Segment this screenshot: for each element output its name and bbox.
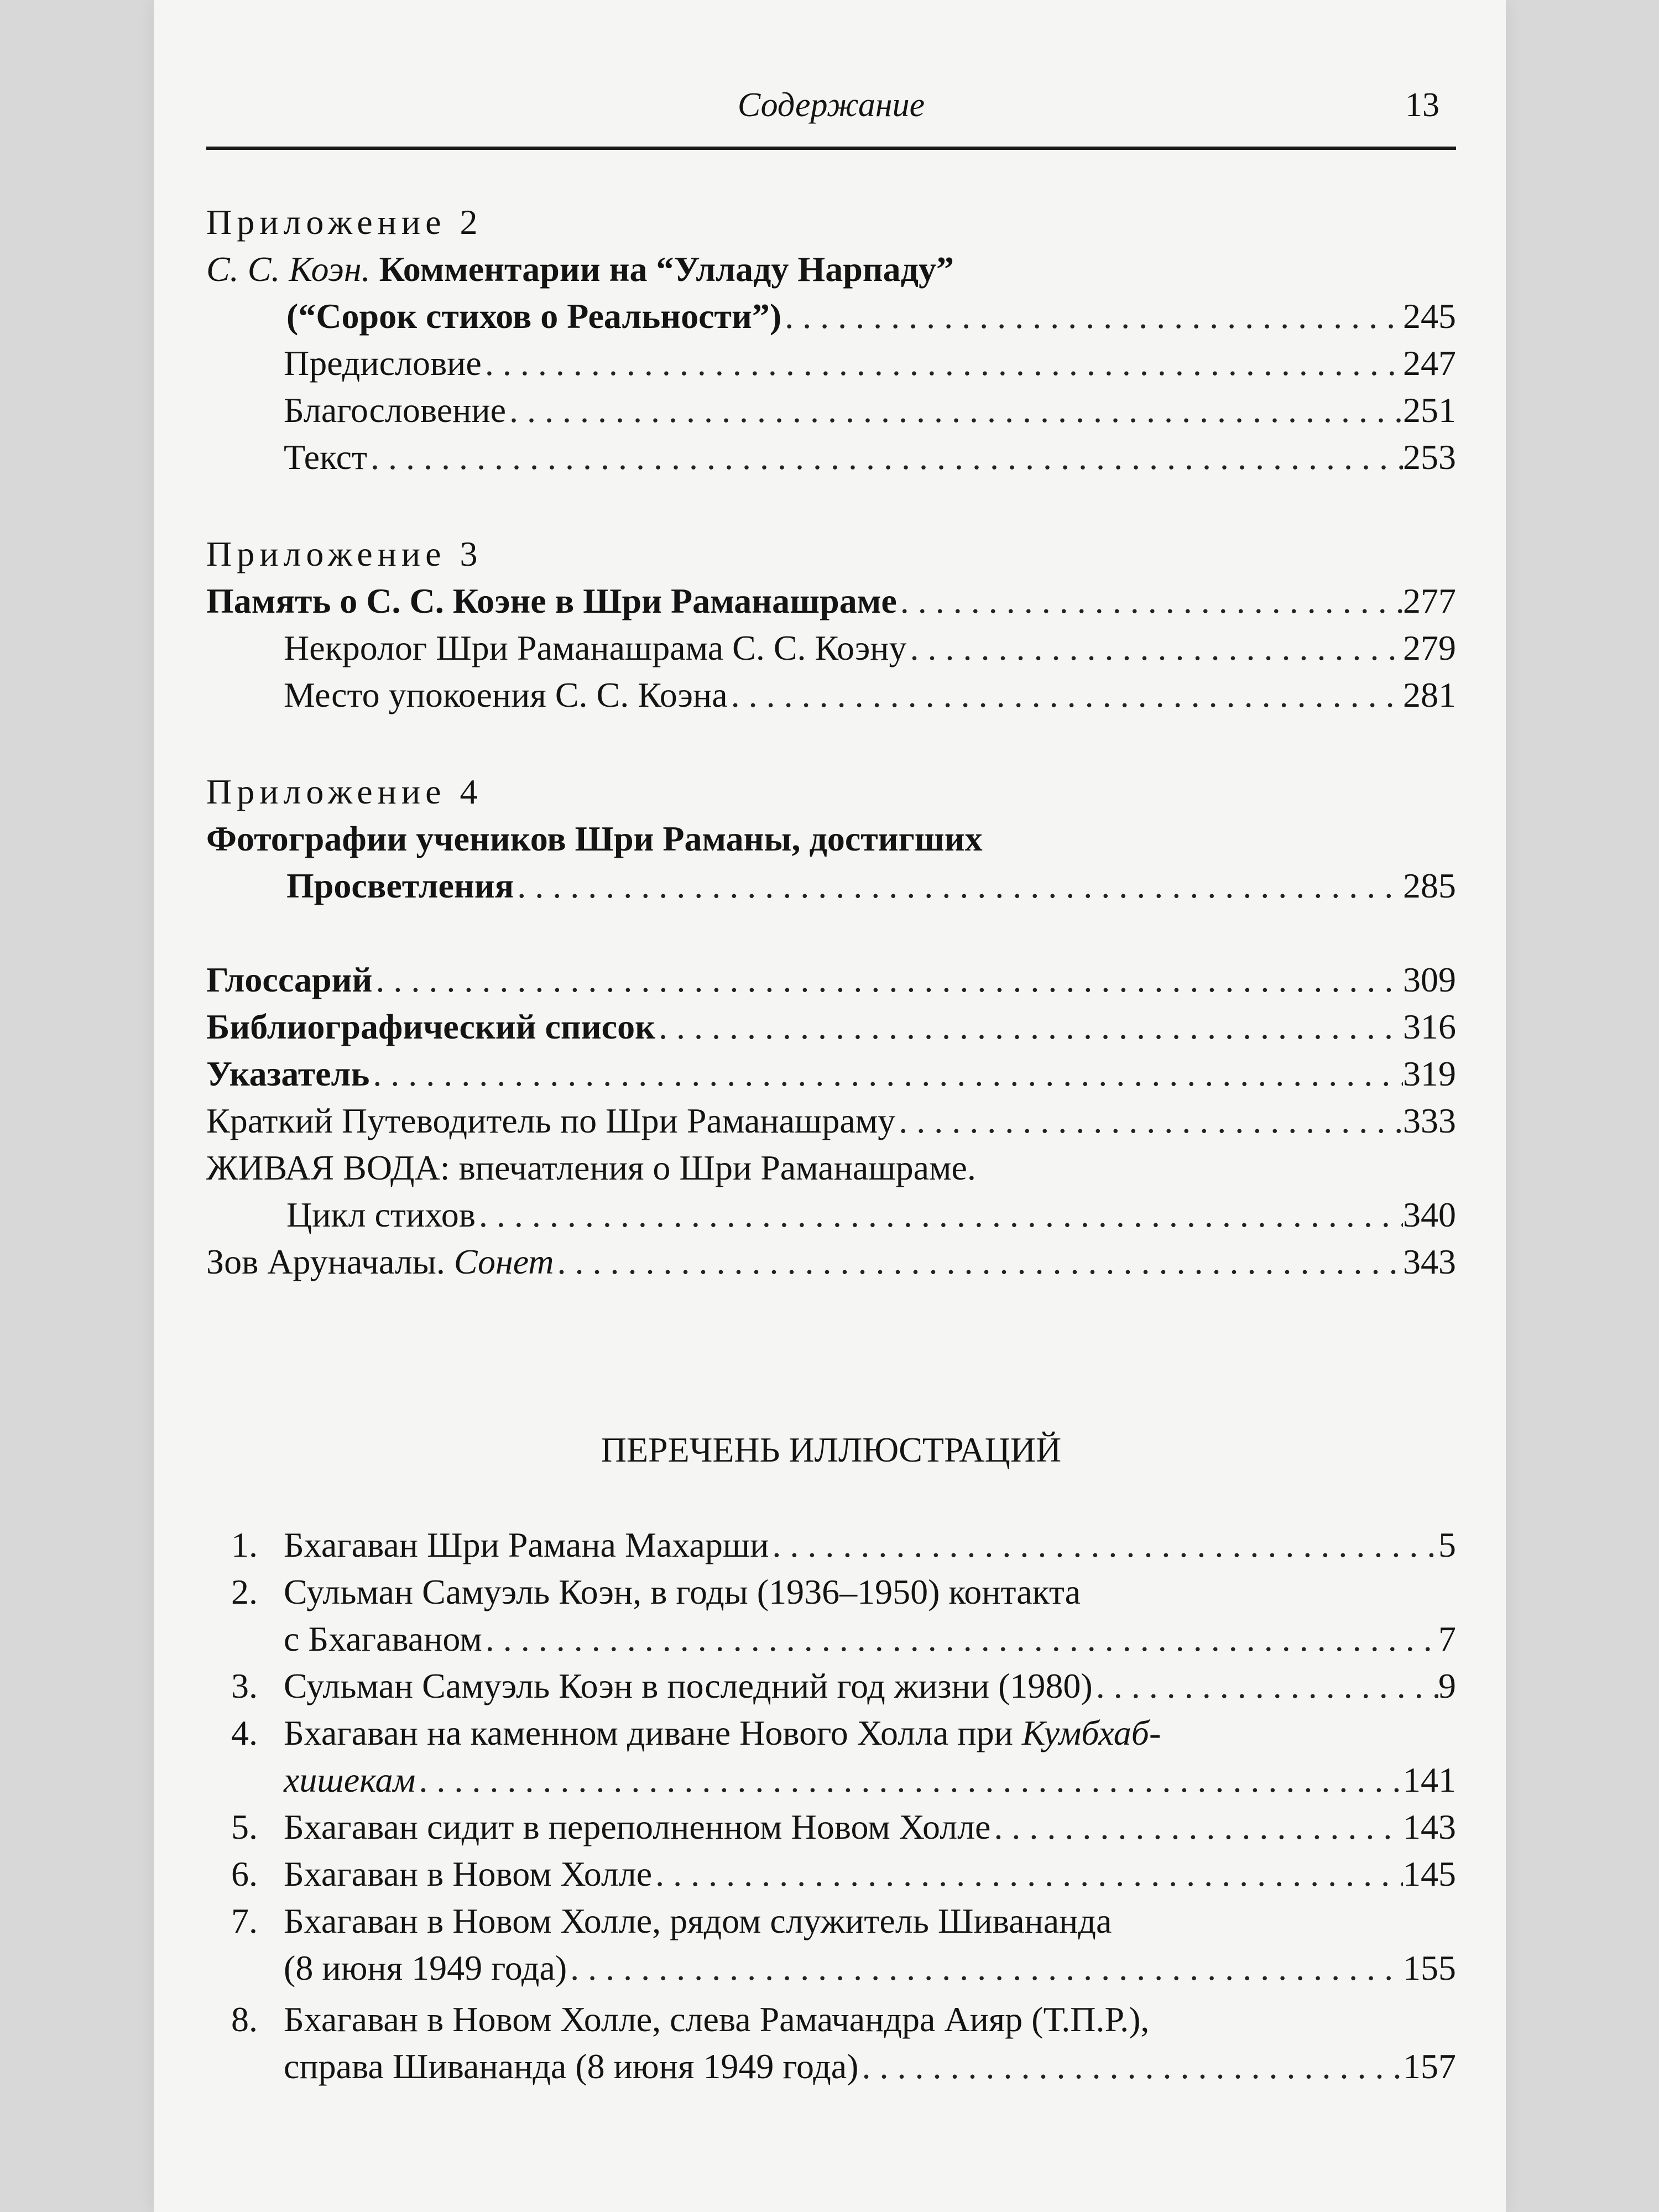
appendix-2-title-line2: (“Сорок стихов о Реальности”) . . . 245 — [286, 293, 1456, 340]
page-ref: 279 — [1403, 628, 1456, 667]
page-ref: 7 — [1438, 1619, 1456, 1658]
appendix-2-title-line1 — [206, 246, 954, 293]
illustration-number: 4. — [231, 1713, 258, 1752]
toc-entry: Указатель . . . 319 — [206, 1051, 1456, 1097]
illustration-entry-line1: Бхагаван в Новом Холле, рядом служитель Шивананда — [284, 1901, 1112, 1940]
page-ref: 316 — [1403, 1007, 1456, 1046]
page-ref: 9 — [1438, 1666, 1456, 1705]
illustration-entry: Бхагаван в Новом Холле . . . 145 — [284, 1851, 1456, 1897]
page-ref: 319 — [1403, 1054, 1456, 1093]
toc-entry: Глоссарий . . . 309 — [206, 957, 1456, 1003]
toc-entry: Место упокоения С. С. Коэна . . . 281 — [284, 672, 1456, 718]
book-page — [154, 0, 1506, 2212]
appendix-4-title-line1: Фотографии учеников Шри Раманы, достигших — [206, 819, 983, 858]
appendix-4-title-line2: Просветления . . . 285 — [286, 863, 1456, 909]
page-ref: 333 — [1403, 1101, 1456, 1140]
page-ref: 251 — [1403, 390, 1456, 430]
toc-entry: Зов Аруначалы. Сонет . . . 343 — [206, 1239, 1456, 1285]
illustration-number: 1. — [231, 1525, 258, 1564]
illustration-number: 6. — [231, 1854, 258, 1893]
illustration-number: 5. — [231, 1807, 258, 1846]
running-title: Содержание — [737, 86, 925, 124]
appendix-3-heading: Приложение 3 — [206, 534, 483, 573]
illustration-number: 3. — [231, 1666, 258, 1705]
header-rule — [206, 147, 1456, 150]
illustration-entry: Бхагаван сидит в переполненном Новом Холле . . . 143 — [284, 1804, 1456, 1850]
illustration-entry: Бхагаван Шри Рамана Махарши . . . 5 — [284, 1522, 1456, 1568]
illustrations-title: ПЕРЕЧЕНЬ ИЛЛЮСТРАЦИЙ — [601, 1430, 1062, 1469]
page-ref: 141 — [1403, 1760, 1456, 1799]
illustration-entry: справа Шивананда (8 июня 1949 года) . . . 157 — [284, 2043, 1456, 2090]
page-ref: 5 — [1438, 1525, 1456, 1564]
living-water-line1: ЖИВАЯ ВОДА: впечатления о Шри Раманашраме. — [206, 1148, 976, 1187]
page-ref: 157 — [1403, 2047, 1456, 2086]
toc-entry: Благословение . . . 251 — [284, 387, 1456, 434]
illustration-number: 8. — [231, 2000, 258, 2039]
toc-entry: Предисловие . . . 247 — [284, 340, 1456, 387]
toc-entry: Библиографический список . . . 316 — [206, 1004, 1456, 1050]
page-ref: 245 — [1403, 296, 1456, 336]
page-ref: 285 — [1403, 866, 1456, 905]
appendix-2-author: С. С. Коэн. — [206, 249, 371, 289]
illustration-entry-line1: Бхагаван в Новом Холле, слева Рамачандра Аияр (Т.П.Р.), — [284, 2000, 1150, 2039]
page-ref: 253 — [1403, 437, 1456, 477]
toc-entry: Краткий Путеводитель по Шри Раманашраму . . . 333 — [206, 1098, 1456, 1144]
page-ref: 277 — [1403, 581, 1456, 620]
toc-entry: Текст . . . 253 — [284, 434, 1456, 481]
illustration-entry-line1: Бхагаван на каменном диване Нового Холла при Кумбхаб- — [284, 1713, 1161, 1752]
page-ref: 145 — [1403, 1854, 1456, 1893]
illustration-entry: Сульман Самуэль Коэн в последний год жизни (1980) . . . 9 — [284, 1663, 1456, 1709]
page-ref: 143 — [1403, 1807, 1456, 1846]
appendix-4-heading: Приложение 4 — [206, 772, 483, 811]
illustration-number: 7. — [231, 1901, 258, 1940]
page-ref: 343 — [1403, 1242, 1456, 1281]
illustration-number: 2. — [231, 1572, 258, 1611]
page-ref: 309 — [1403, 960, 1456, 999]
living-water-line2: Цикл стихов . . . 340 — [286, 1192, 1456, 1238]
toc-entry: Некролог Шри Раманашрама С. С. Коэну . . . 279 — [284, 625, 1456, 671]
page-ref: 155 — [1403, 1948, 1456, 1987]
illustration-entry: хишекам . . . 141 — [284, 1757, 1456, 1803]
appendix-2-title: Комментарии на “Улладу Нарпаду” — [379, 249, 954, 289]
illustration-entry-line1: Сульман Самуэль Коэн, в годы (1936–1950) контакта — [284, 1572, 1081, 1611]
appendix-3-title: Память о С. С. Коэне в Шри Раманашраме . . . 277 — [206, 578, 1456, 624]
appendix-2-heading: Приложение 2 — [206, 202, 483, 242]
illustration-entry: (8 июня 1949 года) . . . 155 — [284, 1945, 1456, 1991]
page-ref: 340 — [1403, 1195, 1456, 1234]
page-ref: 281 — [1403, 675, 1456, 714]
page-number: 13 — [1405, 86, 1439, 124]
illustration-entry: с Бхагаваном . . . 7 — [284, 1616, 1456, 1662]
page-ref: 247 — [1403, 343, 1456, 383]
page-header — [206, 83, 1456, 144]
